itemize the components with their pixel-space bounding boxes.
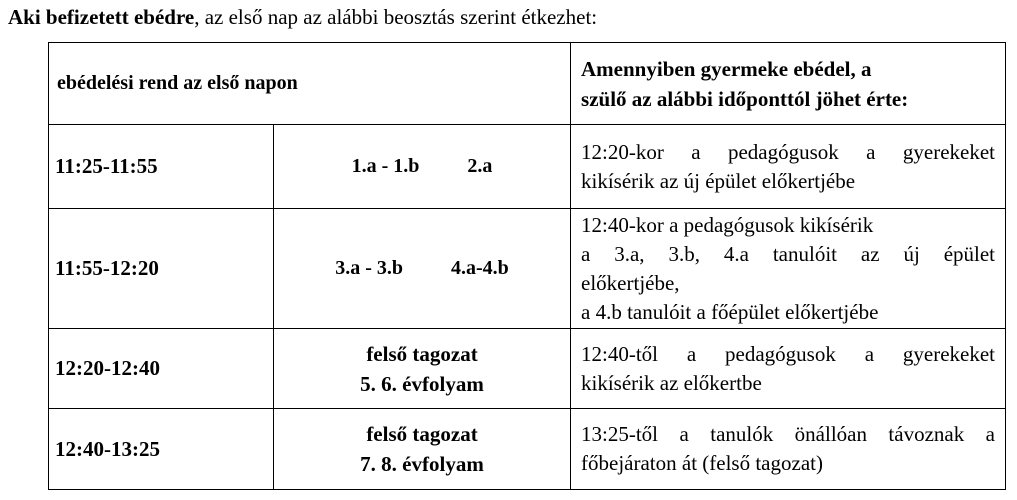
class-group: 3.a - 3.b	[335, 257, 403, 279]
intro-bold: Aki befizetett ebédre	[8, 5, 195, 29]
time-slot: 11:25-11:55	[49, 125, 274, 209]
table-row	[49, 409, 1006, 490]
table-header-row	[49, 43, 1006, 125]
desc-line: előkertjébe,	[581, 270, 680, 295]
class-groups	[274, 409, 571, 490]
grade-level: felső tagozat	[366, 341, 478, 366]
time-slot: 11:55-12:20	[49, 209, 274, 329]
intro-text	[8, 3, 597, 31]
lunch-schedule-table	[48, 42, 1006, 490]
pickup-description	[571, 409, 1006, 490]
time-slot: 12:40-13:25	[49, 409, 274, 490]
desc-line: a 3.a, 3.b, 4.a tanulóit az új épület	[581, 241, 996, 266]
class-groups	[274, 209, 571, 329]
class-group: 1.a - 1.b	[351, 155, 420, 177]
grade-years: 5. 6. évfolyam	[360, 371, 484, 396]
table-row	[49, 125, 1006, 209]
header-pickup-line1: Amennyiben gyermeke ebédel, a	[581, 56, 872, 81]
intro-rest: , az első nap az alábbi beosztás szerint étkezhet:	[194, 5, 598, 29]
grade-years: 7. 8. évfolyam	[360, 452, 484, 476]
header-pickup-time	[571, 43, 1006, 125]
class-groups	[274, 329, 571, 409]
desc-line: kikísérik az előkertbe	[581, 370, 762, 395]
desc-line: 13:25-től a tanulók önállóan távoznak a	[581, 422, 996, 446]
pickup-description	[571, 329, 1006, 409]
grade-level: felső tagozat	[366, 422, 478, 446]
desc-line: a 4.b tanulóit a főépület előkertjébe	[581, 299, 879, 324]
desc-line: 12:20-kor a pedagógusok a gyerekeket	[581, 139, 996, 164]
desc-line: 12:40-től a pedagógusok a gyerekeket	[581, 341, 996, 366]
pickup-description	[571, 125, 1006, 209]
desc-line: kikísérik az új épület előkertjébe	[581, 168, 856, 193]
desc-line: 12:40-kor a pedagógusok kikísérik	[581, 212, 874, 237]
class-group: 4.a-4.b	[451, 257, 509, 279]
pickup-description	[571, 209, 1006, 329]
table-row	[49, 329, 1006, 409]
header-lunch-order: ebédelési rend az első napon	[49, 43, 571, 125]
time-slot: 12:20-12:40	[49, 329, 274, 409]
desc-line: főbejáraton át (felső tagozat)	[581, 451, 823, 475]
class-groups	[274, 125, 571, 209]
table-row	[49, 209, 1006, 329]
header-pickup-line2: szülő az alábbi időponttól jöhet érte:	[581, 86, 909, 111]
class-group: 2.a	[467, 155, 493, 177]
